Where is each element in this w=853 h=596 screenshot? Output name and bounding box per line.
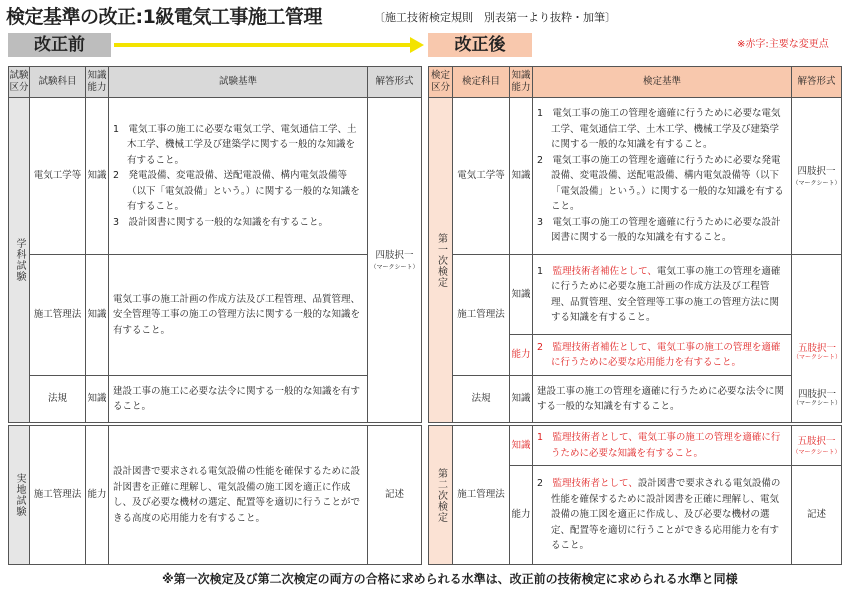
answer-format-cell: 四肢択一 （マークシート） (368, 98, 422, 423)
header-exam-category: 試験区分 (9, 67, 30, 98)
header-criteria: 試験基準 (109, 67, 368, 98)
page-subtitle: 〔施工技術検定規則 別表第一より抜粋・加筆〕 (374, 11, 616, 24)
answer-format-cell: 記述 (368, 426, 422, 565)
ability-cell: 能力 (510, 466, 533, 565)
ability-cell: 知識 (510, 376, 533, 423)
ability-cell: 能力 (86, 426, 109, 565)
criteria-cell: 1 電気工事の施工に必要な電気工学、電気通信工学、土木工学、機械工学及び建築学に関する一般的な知識を有すること。 2 発電設備、変電設備、送配電設備、構内電気設備等（以下「電気設備」という。）に関する一般的な知識を有すること。 3 設計図書に関する一般的な知識を有すること。 (109, 98, 368, 255)
criteria-cell: 建設工事の施工に必要な法令に関する一般的な知識を有すること。 (109, 376, 368, 423)
after-table (428, 66, 842, 565)
footnote: ※第一次検定及び第二次検定の両方の合格に求められる水準は、改正前の技術検定に求められる水準と同様 (162, 572, 738, 586)
ability-cell: 能力 (510, 335, 533, 376)
criteria-cell: 2 監理技術者補佐として、電気工事の施工の管理を適確に行うために必要な応用能力を有すること。 (533, 335, 792, 376)
before-table (8, 66, 422, 565)
subject-cell: 法規 (30, 376, 86, 423)
subject-cell: 施工管理法 (453, 255, 510, 376)
header-subject: 検定科目 (453, 67, 510, 98)
answer-format-cell: 四肢択一 （マークシート） (792, 98, 842, 255)
ability-cell: 知識 (86, 376, 109, 423)
subject-cell: 施工管理法 (30, 426, 86, 565)
subject-cell: 施工管理法 (453, 426, 510, 565)
answer-format-r3: 五肢択一 （マークシート） (793, 343, 842, 361)
section-first-exam: 第一次検定 (429, 98, 453, 423)
header-exam-category: 検定区分 (429, 67, 453, 98)
ability-cell: 知識 (86, 255, 109, 376)
answer-format-cell: 記述 (792, 466, 842, 565)
subject-cell: 電気工学等 (453, 98, 510, 255)
before-banner: 改正前 (8, 33, 111, 57)
ability-cell: 知識 (86, 98, 109, 255)
red-text-note: ※赤字:主要な変更点 (737, 39, 829, 50)
arrow-shaft (114, 43, 412, 47)
header-answer-format: 解答形式 (368, 67, 422, 98)
subject-cell: 電気工学等 (30, 98, 86, 255)
section-written-exam: 学科試験 (9, 98, 30, 423)
section-practical-exam: 実地試験 (9, 426, 30, 565)
header-subject: 試験科目 (30, 67, 86, 98)
header-criteria: 検定基準 (533, 67, 792, 98)
page-title: 検定基準の改正:1級電気工事施工管理 (6, 6, 322, 28)
criteria-cell: 2 監理技術者として、設計図書で要求される電気設備の性能を確保するために設計図書を正確に理解し、電気設備の施工図を適正に作成し、及び必要な機材の選定、配置等を適切に行うことができる応用能力を有すること。 (533, 466, 792, 565)
answer-format-cell: 五肢択一 （マークシート） (792, 426, 842, 466)
criteria-cell: 1 電気工事の施工の管理を適確に行うために必要な電気工学、電気通信工学、土木工学、機械工学及び建築学に関する一般的な知識を有すること。 2 電気工事の施工の管理を適確に行うために必要な発電設備、変電設備、送配電設備、構内電気設備等（以下「電気設備」という。）に関する一般的な知識を有すること。 3 電気工事の施工の管理を適確に行うために必要な設計図書に関する一般的な知識を有すること。 (533, 98, 792, 255)
ability-cell: 知識 (510, 255, 533, 335)
arrow-right-icon (410, 37, 424, 53)
criteria-cell: 1 監理技術者補佐として、電気工事の施工の管理を適確に行うために必要な施工計画の作成方法及び工程管理、品質管理、安全管理等工事の施工の管理方法に関する知識を有すること。 (533, 255, 792, 335)
ability-cell: 知識 (510, 426, 533, 466)
criteria-cell: 建設工事の施工の管理を適確に行うために必要な法令に関する一般的な知識を有すること。 (533, 376, 792, 423)
section-second-exam: 第二次検定 (429, 426, 453, 565)
criteria-cell: 電気工事の施工計画の作成方法及び工程管理、品質管理、安全管理等工事の施工の管理方法に関する一般的な知識を有すること。 (109, 255, 368, 376)
subject-cell: 施工管理法 (30, 255, 86, 376)
header-ability: 知識能力 (510, 67, 533, 98)
ability-cell: 知識 (510, 98, 533, 255)
header-answer-format: 解答形式 (792, 67, 842, 98)
criteria-cell: 1 監理技術者として、電気工事の施工の管理を適確に行うために必要な知識を有すること。 (533, 426, 792, 466)
header-ability: 知識能力 (86, 67, 109, 98)
after-banner: 改正後 (428, 33, 532, 57)
answer-format-r4: 四肢択一 （マークシート） (793, 389, 842, 407)
subject-cell: 法規 (453, 376, 510, 423)
criteria-cell: 設計図書で要求される電気設備の性能を確保するために設計図書を正確に理解し、電気設備の施工図を適正に作成し、及び必要な機材の選定、配置等を適切に行うことができる高度の応用能力を有すること。 (109, 426, 368, 565)
